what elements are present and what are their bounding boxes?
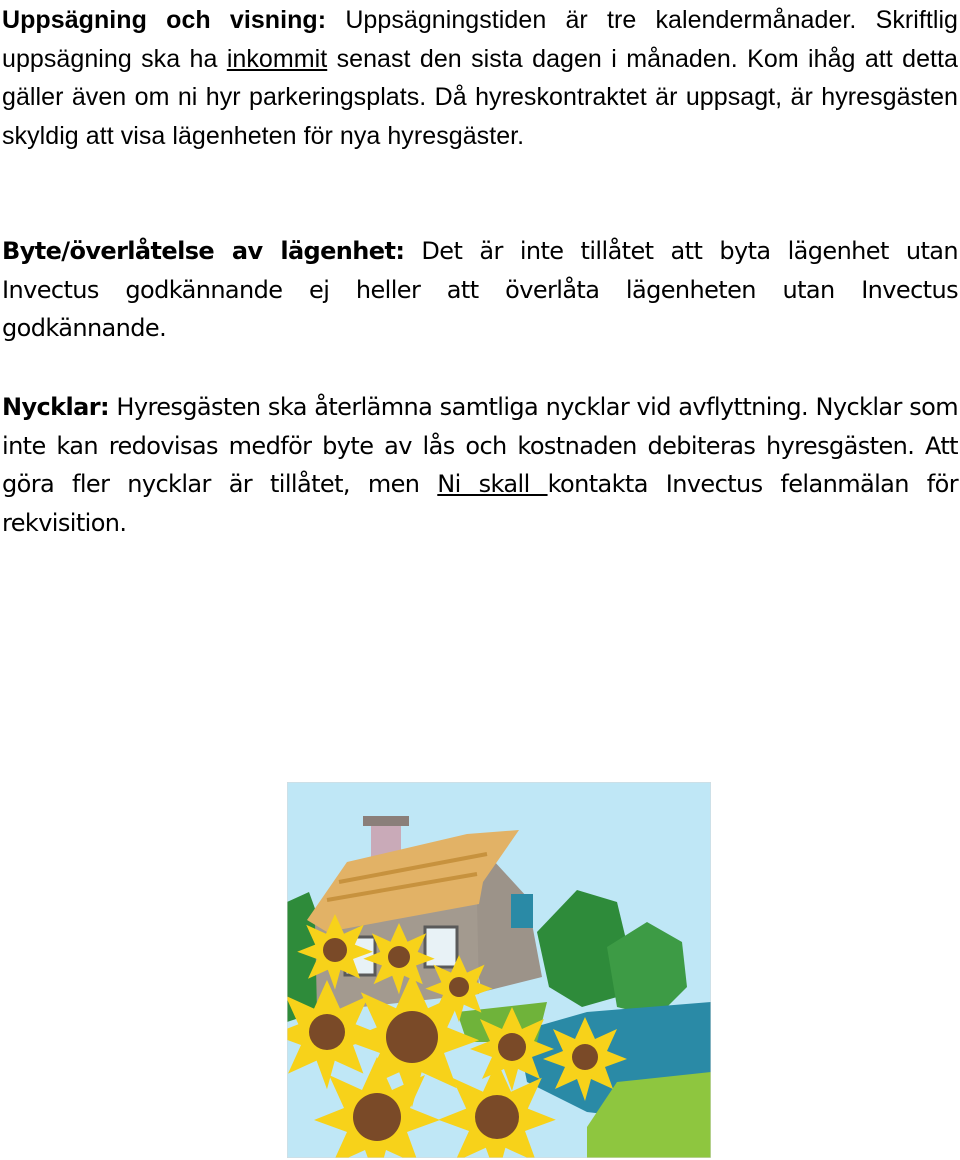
termination-text-1: Uppsägningstiden är tre kalendermånader. Skriftlig uppsägning ska ha	[2, 6, 958, 73]
sunflower-house-clipart-icon	[287, 782, 711, 1158]
section-label-termination: Uppsägning och visning:	[2, 6, 327, 34]
underlined-word-inkommit: inkommit	[226, 44, 328, 73]
window-center	[425, 927, 457, 967]
exchange-text: Det är inte tillåtet att byta lägenhet utan Invectus godkännande ej heller att överlåta lägenheten utan Invectus godkännande.	[2, 237, 958, 342]
window-side	[511, 894, 533, 928]
paragraph-exchange	[2, 232, 958, 348]
underlined-phrase-ni-skall: Ni skall	[437, 470, 548, 498]
paragraph-termination	[2, 1, 958, 155]
section-label-keys: Nycklar:	[2, 393, 109, 421]
section-label-exchange: Byte/överlåtelse av lägenhet:	[2, 237, 405, 265]
paragraph-keys	[2, 388, 958, 542]
keys-text-1: Hyresgästen ska återlämna samtliga nycklar vid avflyttning. Nycklar som inte kan redovisas medför byte av lås och kostnaden debiteras hyresgästen. Att göra fler nycklar är tillåtet, men	[2, 393, 958, 498]
termination-text-2: senast den sista dagen i månaden. Kom ihåg att detta gäller även om ni hyr parkeringsplats. Då hyreskontraktet är uppsagt, är hyresgästen skyldig att visa lägenheten för nya hyresgäster.	[2, 44, 959, 150]
keys-text-2: kontakta Invectus felanmälan för rekvisition.	[2, 470, 958, 537]
